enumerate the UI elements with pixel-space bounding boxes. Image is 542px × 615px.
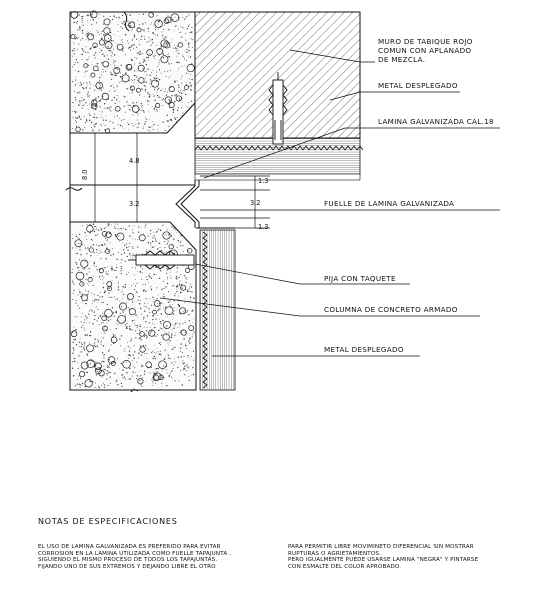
- dim-upper-gap: 4.8: [129, 157, 140, 165]
- dim-right-bottom: 1.3: [258, 223, 269, 231]
- notes-title: NOTAS DE ESPECIFICACIONES: [38, 517, 178, 526]
- label-fuelle: FUELLE DE LAMINA GALVANIZADA: [324, 199, 455, 208]
- lower-wall-facing: [200, 230, 235, 390]
- note-line: PERO IGUALMENTE PUEDE USARSE LAMINA "NEGRA" Y PINTARSE: [288, 557, 479, 564]
- label-columna: COLUMNA DE CONCRETO ARMADO: [324, 305, 458, 314]
- upper-concrete-block: [70, 11, 195, 133]
- dim-right-mid: 3.2: [250, 199, 261, 207]
- label-muro-line2: COMUN CON APLANADO: [378, 46, 472, 55]
- note-line: CORROSION EN LA LAMINA UTILIZADA COMO FUELLE TAPAJUNTA ,: [38, 550, 232, 557]
- label-metal-desplegado-bottom: METAL DESPLEGADO: [324, 345, 404, 354]
- note-line: EL USO DE LAMINA GALVANIZADA ES PREFERIDO PARA EVITAR: [38, 544, 221, 550]
- notes-left-column: [38, 544, 273, 570]
- note-line: FIJANDO UNO DE SUS EXTREMOS Y DEJANDO LIBRE EL OTRO: [38, 563, 216, 570]
- label-pija: PIJA CON TAQUETE: [324, 274, 396, 283]
- label-muro-line3: DE MEZCLA.: [378, 55, 426, 64]
- label-lamina-galvanizada: LAMINA GALVANIZADA CAL.18: [378, 117, 494, 126]
- label-muro-line1: MURO DE TABIQUE ROJO: [378, 37, 473, 46]
- dim-total-gap: 8.0: [81, 169, 89, 180]
- notes-right-column: [288, 544, 523, 570]
- note-line: CON ESMALTE DEL COLOR APROBADO.: [288, 563, 402, 570]
- left-dimensions: [91, 133, 141, 222]
- note-line: SIGUIENDO EL MISMO PROCESO DE TODOS LOS TAPAJUNTAS.: [38, 557, 218, 564]
- dim-right-top: 1.3: [258, 177, 269, 185]
- lower-concrete-block: [70, 222, 196, 390]
- label-metal-desplegado-top: METAL DESPLEGADO: [378, 81, 458, 90]
- note-line: RUPTURAS O AGRIETAMIENTOS.: [288, 550, 382, 557]
- dim-lower-gap: 3.2: [129, 200, 140, 208]
- note-line: PARA PERMITIR LIBRE MOVIMINETO DIFERENCIAL SIN MOSTRAR: [288, 544, 474, 550]
